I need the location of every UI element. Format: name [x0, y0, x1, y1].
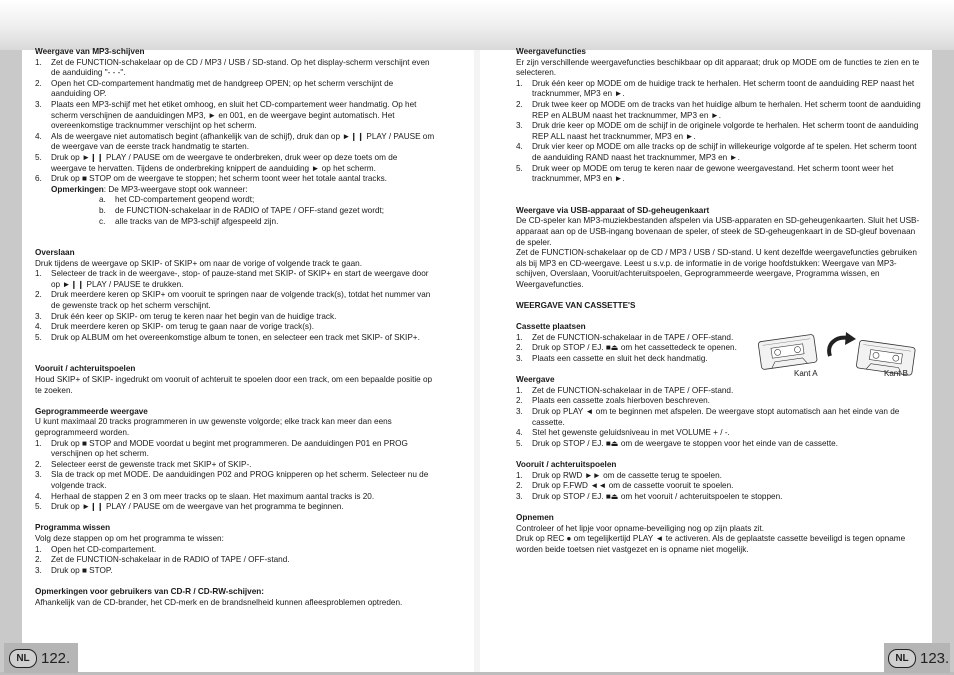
chapter-heading: WEERGAVE VAN CASSETTE'S	[516, 301, 636, 311]
list-item-number: 1.	[35, 269, 42, 279]
remarks-line	[35, 185, 435, 196]
list-item-number: 1.	[516, 385, 523, 395]
numbered-list	[35, 545, 435, 577]
section-heading: Programma wissen	[35, 523, 111, 533]
list-item-number: 4.	[35, 131, 42, 141]
list-item	[516, 492, 921, 503]
list-item-text: Herhaal de stappen 2 en 3 om meer tracks op te slaan. Het maximum aantal tracks is 20.	[51, 491, 375, 501]
list-item-number: 1.	[516, 332, 523, 342]
left-page-content	[35, 47, 435, 608]
list-item	[516, 471, 921, 482]
section-heading: Overslaan	[35, 248, 75, 258]
list-item-number: 5.	[35, 332, 42, 342]
paragraph: Volg deze stappen op om het programma te wissen:	[35, 533, 224, 543]
list-item-text: Sla de track op met MODE. De aanduidingen P02 and PROG knipperen op het scherm. Selecteer nu de volgende track.	[51, 470, 429, 490]
list-item-number: 1.	[35, 57, 42, 67]
list-item	[516, 79, 921, 100]
list-item-number: 2.	[35, 459, 42, 469]
section-heading: Vooruit / achteruitspoelen	[516, 459, 617, 469]
side-b-label: Kant B	[884, 369, 909, 378]
list-item	[35, 502, 435, 513]
remarks-label: Opmerkingen	[51, 184, 104, 194]
paragraph: Druk op REC ● om tegelijkertijd PLAY ◄ te activeren. Als de geplaatste cassette beveiligd is tegen opname worden beide toetsen niet vastgezet en is opname niet mogelijk.	[516, 534, 906, 554]
list-item-number: 1.	[516, 78, 523, 88]
list-item	[35, 312, 435, 323]
list-item-text: Stel het gewenste geluidsniveau in met VOLUME + / -.	[532, 428, 730, 438]
list-item-number: 3.	[516, 407, 523, 416]
list-item-text: Druk vier keer op MODE om alle tracks op de schijf in willekeurige volgorde af te spelen. Het scherm toont de aanduiding RAND naast het tracknummer, MP3 en ►.	[532, 142, 917, 162]
list-item-text: Druk meerdere keren op SKIP+ om vooruit te springen naar de volgende track(s), totdat het nummer van de gewenste track op het scherm verschijnt.	[51, 290, 431, 311]
list-item-number: 3.	[35, 311, 42, 321]
cassette-illustration	[752, 330, 922, 380]
remarks-intro: : De MP3-weergave stopt ook wanneer:	[103, 184, 248, 194]
list-item-number: 2.	[516, 343, 523, 353]
paragraph: Houd SKIP+ of SKIP- ingedrukt om vooruit of achteruit te spoelen door een track, om een bepaalde positie op te zoeken.	[35, 375, 433, 395]
section-heading: Weergave via USB-apparaat of SD-geheugenkaart	[516, 205, 710, 215]
list-item-number: 3.	[516, 354, 523, 364]
side-a-label: Kant A	[794, 369, 818, 378]
list-item-text: Druk op ■ STOP om de weergave te stoppen; het scherm toont weer het totale aantal tracks.	[51, 174, 387, 184]
list-item-text: Druk op ■ STOP and MODE voordat u begint met programmeren. De aanduidingen P01 en PROG verschijnen op het scherm.	[51, 438, 408, 459]
list-item	[35, 132, 435, 153]
page-number-badge-left	[4, 643, 78, 673]
flip-arrow-icon	[829, 332, 856, 356]
paragraph: Zet de FUNCTION-schakelaar op de CD / MP3 / USB / SD-stand. U kent dezelfde weergavefuncties gebruiken als bij MP3 en CD-weergave. Leest u s.v.p. de informatie in de vorige hoofdstukken: Weergave van MP3-schijven, Overslaan, Vooruit/achteruitspoelen, Geprogrammeerde weergave, Programma wissen, en Weergavefuncties.	[516, 248, 917, 289]
list-item	[99, 206, 435, 217]
list-item	[516, 354, 761, 365]
page-number: 122.	[41, 649, 71, 667]
list-item-number: 3.	[35, 99, 42, 109]
list-item	[516, 481, 921, 492]
list-item-text: Druk op ALBUM om het overeenkomstige album te tonen, en selecteer een track met SKIP- of SKIP+.	[51, 332, 420, 342]
list-item	[516, 386, 921, 397]
section-heading: Weergave van MP3-schijven	[35, 47, 145, 56]
list-item-text: de FUNCTION-schakelaar in de RADIO of TAPE / OFF-stand gezet wordt;	[115, 205, 385, 215]
list-item-text: Zet de FUNCTION-schakelaar in de TAPE / OFF-stand.	[532, 332, 734, 342]
list-item-text: Plaats een MP3-schijf met het etiket omhoog, en sluit het CD-compartement weer handmatig. Op het scherm verschijnen de aanduidingen MP3, ► en 001, en de weergave begint automatisch. Het overeenkomstige tracknummer verschijnt op het scherm.	[51, 99, 417, 131]
list-item-number: 3.	[516, 491, 523, 501]
paragraph: Er zijn verschillende weergavefuncties beschikbaar op dit apparaat; druk op MODE om de functies te zien en te selecteren.	[516, 57, 920, 78]
list-item-text: Selecteer eerst de gewenste track met SKIP+ of SKIP-.	[51, 459, 252, 469]
list-item	[35, 555, 435, 566]
list-item	[35, 492, 435, 503]
list-item-text: Druk één keer op SKIP- om terug te keren naar het begin van de huidige track.	[51, 311, 337, 321]
list-item	[516, 333, 761, 344]
section-heading: Opnemen	[516, 512, 554, 522]
list-item-number: 5.	[35, 152, 42, 162]
list-item-text: Druk meerdere keren op SKIP- om terug te gaan naar de vorige track(s).	[51, 322, 315, 332]
cassette-insert-steps	[516, 333, 761, 365]
page-gutter	[474, 50, 480, 675]
left-margin-bar	[0, 50, 22, 675]
paragraph: Controleer of het lipje voor opname-beveiliging nog op zijn plaats zit.	[516, 523, 765, 533]
numbered-list	[516, 333, 761, 365]
right-page-content	[516, 47, 921, 555]
list-item-number: 4.	[35, 491, 42, 501]
list-item-number: 3.	[516, 121, 523, 131]
language-badge: NL	[9, 649, 37, 668]
list-item	[35, 460, 435, 471]
list-item-text: Druk op STOP / EJ. ■⏏ om het cassettedeck te openen.	[532, 343, 737, 353]
list-item	[35, 470, 435, 491]
list-item-number: 5.	[516, 438, 523, 448]
list-item-number: 1.	[35, 544, 42, 554]
list-item-text: Druk op ►❙❙ PLAY / PAUSE om de weergave te onderbreken, druk weer op deze toets om de weergave te hervatten. Tijdens de onderbreking knippert de aanduiding ► op het scherm.	[51, 152, 398, 173]
list-item-number: 4.	[516, 142, 523, 152]
list-item-number: 6.	[35, 174, 42, 184]
numbered-list	[35, 269, 435, 343]
list-item	[35, 290, 435, 311]
list-item-text: Druk weer op MODE om terug te keren naar de gewone weergavestand. Het scherm toont weer het tracknummer, MP3 en ►.	[532, 163, 894, 184]
list-item	[516, 142, 921, 163]
list-item	[516, 164, 921, 185]
list-item-number: 2.	[516, 396, 523, 406]
list-item	[516, 396, 921, 407]
paragraph: Druk tijdens de weergave op SKIP- of SKIP+ om naar de vorige of volgende track te gaan.	[35, 258, 363, 268]
list-item-number: c.	[99, 216, 106, 226]
list-item-number: 2.	[35, 290, 42, 300]
list-item-text: Druk op ►❙❙ PLAY / PAUSE om de weergave van het programma te beginnen.	[51, 502, 344, 512]
list-item-number: b.	[99, 205, 106, 215]
list-item	[35, 333, 435, 344]
list-item-text: Druk op F.FWD ◄◄ om de cassette vooruit te spoelen.	[532, 481, 734, 491]
section-heading: Geprogrammeerde weergave	[35, 406, 148, 416]
list-item-number: 4.	[35, 322, 42, 332]
list-item	[99, 195, 435, 206]
list-item-text: Open het CD-compartement handmatig met de handgreep OPEN; op het scherm verschijnt de aanduiding OP.	[51, 78, 394, 99]
page-number: 123.	[920, 649, 950, 667]
list-item-number: 5.	[35, 502, 42, 512]
list-item	[35, 269, 435, 290]
list-item-number: 3.	[35, 470, 42, 480]
list-item-text: Druk één keer op MODE om de huidige track te herhalen. Het scherm toont de aanduiding REP naast het tracknummer, MP3 en ►.	[532, 78, 915, 99]
list-item	[35, 174, 435, 185]
list-item-text: Druk op PLAY ◄ om te beginnen met afspelen. De weergave stopt automatisch aan het einde van de cassette.	[532, 407, 900, 427]
top-header-band	[0, 0, 954, 50]
list-item-number: 2.	[35, 78, 42, 88]
list-item	[516, 121, 921, 142]
list-item-text: Druk twee keer op MODE om de tracks van het huidige album te herhalen. Het scherm toont de aanduiding REP en ALBUM naast het tracknummer, MP3 en ►.	[532, 99, 921, 120]
section-heading: Opmerkingen voor gebruikers van CD-R / CD-RW-schijven:	[35, 586, 264, 596]
numbered-list	[516, 386, 921, 450]
list-item-number: 3.	[35, 565, 42, 575]
section-heading: Vooruit / achteruitspoelen	[35, 364, 136, 374]
list-item	[35, 439, 435, 460]
list-item	[35, 322, 435, 333]
list-item-number: a.	[99, 195, 106, 205]
list-item	[516, 428, 921, 439]
section-heading: Weergavefuncties	[516, 47, 586, 56]
list-item-number: 1.	[35, 438, 42, 448]
list-item-text: Als de weergave niet automatisch begint (afhankelijk van de schijf), druk dan op ►❙❙ PLAY / PAUSE om de weergave van de eerste track handmatig te starten.	[51, 131, 435, 152]
list-item-number: 5.	[516, 163, 523, 173]
list-item	[35, 100, 435, 132]
list-item	[99, 217, 435, 228]
list-item-number: 4.	[516, 428, 523, 438]
numbered-list	[35, 439, 435, 513]
list-item	[35, 545, 435, 556]
list-item	[35, 153, 435, 174]
list-item-text: het CD-compartement geopend wordt;	[115, 195, 255, 205]
list-item-text: Zet de FUNCTION-schakelaar op de CD / MP3 / USB / SD-stand. Op het display-scherm verschijnt even de aanduiding "- - -".	[51, 57, 430, 78]
list-item-text: Open het CD-compartement.	[51, 544, 157, 554]
list-item-text: Plaats een cassette en sluit het deck handmatig.	[532, 354, 708, 364]
list-item-text: Druk drie keer op MODE om de schijf in de originele volgorde te herhalen. Het scherm toont de aanduiding REP ALL naast het tracknummer, MP3 en ►.	[532, 121, 919, 141]
list-item-text: Selecteer de track in de weergave-, stop- of pauze-stand met SKIP- of SKIP+ en start de weergave door op ►❙❙ PLAY / PAUSE te drukken.	[51, 269, 429, 289]
right-margin-bar	[932, 50, 954, 675]
list-item-text: Zet de FUNCTION-schakelaar in de RADIO of TAPE / OFF-stand.	[51, 555, 290, 565]
list-item-text: Druk op ■ STOP.	[51, 565, 113, 575]
section-heading: Weergave	[516, 375, 555, 385]
list-item	[516, 407, 921, 428]
list-item-text: Druk op STOP / EJ. ■⏏ om het vooruit / achteruitspoelen te stoppen.	[532, 491, 783, 501]
list-item	[35, 566, 435, 577]
paragraph: Afhankelijk van de CD-brander, het CD-merk en de brandsnelheid kunnen afleesproblemen optreden.	[35, 597, 403, 607]
paragraph: De CD-speler kan MP3-muziekbestanden afspelen via USB-apparaten en SD-geheugenkaarten. Sluit het USB-apparaat aan op de USB-ingang bovenaan de speler, of steek de SD-geheugenkaart in de SD-gleuf bovenaan de speler.	[516, 216, 920, 247]
list-item-number: 2.	[35, 555, 42, 565]
list-item-number: 1.	[516, 470, 523, 480]
list-item-text: Plaats een cassette zoals hierboven beschreven.	[532, 396, 710, 406]
list-item-text: alle tracks van de MP3-schijf afgespeeld zijn.	[115, 216, 279, 226]
list-item-text: Druk op STOP / EJ. ■⏏ om de weergave te stoppen voor het einde van de cassette.	[532, 438, 838, 448]
list-item-number: 2.	[516, 481, 523, 491]
list-item	[35, 79, 435, 100]
list-item-text: Druk op RWD ►► om de cassette terug te spoelen.	[532, 470, 722, 480]
cassette-side-a-icon	[758, 334, 817, 370]
page-number-badge-right	[884, 643, 950, 673]
list-item-text: Zet de FUNCTION-schakelaar in de TAPE / OFF-stand.	[532, 385, 734, 395]
list-item	[516, 100, 921, 121]
numbered-list	[35, 58, 435, 185]
language-badge: NL	[888, 649, 916, 668]
list-item	[516, 343, 761, 354]
numbered-list	[516, 471, 921, 503]
list-item-number: 2.	[516, 99, 523, 109]
lettered-list	[35, 195, 435, 227]
list-item	[35, 58, 435, 79]
paragraph: U kunt maximaal 20 tracks programmeren in uw gewenste volgorde; elke track kan meer dan eens geprogrammeerd worden.	[35, 417, 392, 437]
list-item	[516, 439, 921, 450]
numbered-list	[516, 79, 921, 185]
section-heading: Cassette plaatsen	[516, 322, 586, 332]
